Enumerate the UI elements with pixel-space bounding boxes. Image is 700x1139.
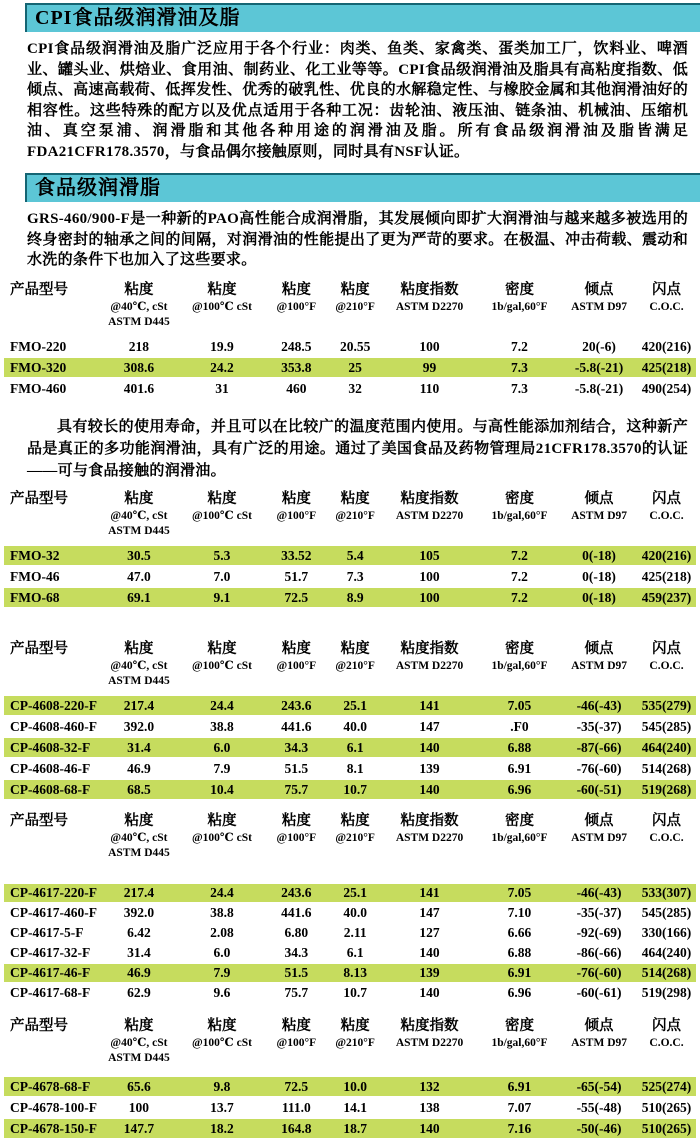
table-header-row <box>4 638 696 689</box>
value-cell: 100 <box>419 568 440 584</box>
value-cell: 425(218) <box>641 568 692 584</box>
product-model-cell: FMO-68 <box>10 589 60 605</box>
column-header: 闪点 C.O.C. <box>649 1017 684 1049</box>
value-cell: 353.8 <box>281 359 312 375</box>
table-row <box>4 779 696 800</box>
value-cell: 6.80 <box>284 924 309 940</box>
product-model-cell: CP-4617-5-F <box>10 924 84 940</box>
value-cell: 34.3 <box>284 739 309 755</box>
value-cell: 490(254) <box>641 380 692 396</box>
value-cell: 7.05 <box>507 697 532 713</box>
column-header: 密度 1b/gal,60°F <box>491 281 548 313</box>
column-header: 粘度 @100℃ cSt <box>191 490 252 522</box>
value-cell: 100 <box>419 338 440 354</box>
section-title-grease: 食品级润滑脂 <box>25 173 700 202</box>
value-cell: 24.4 <box>210 884 234 900</box>
value-cell: 6.66 <box>507 924 532 940</box>
value-cell: 248.5 <box>281 338 312 354</box>
value-cell: 51.5 <box>284 964 309 980</box>
spec-table-cp4678 <box>4 1015 696 1139</box>
value-cell: -86(-66) <box>576 944 622 960</box>
product-model-cell: CP-4617-220-F <box>10 884 97 900</box>
table-row <box>4 923 696 943</box>
column-header: 密度 1b/gal,60°F <box>491 490 548 522</box>
value-cell: 13.7 <box>210 1099 234 1115</box>
column-header: 粘度指数 ASTM D2270 <box>395 490 464 522</box>
table-header-row <box>4 488 696 539</box>
product-model-cell: CP-4617-460-F <box>10 904 97 920</box>
value-cell: 139 <box>419 964 440 980</box>
column-header: 粘度 @210°F <box>335 1017 375 1049</box>
column-header: 粘度指数 ASTM D2270 <box>395 812 464 844</box>
value-cell: 441.6 <box>281 718 312 734</box>
column-header: 粘度 @100℃ cSt <box>191 640 252 672</box>
value-cell: .F0 <box>510 718 529 734</box>
value-cell: 514(268) <box>641 760 692 776</box>
value-cell: 6.1 <box>346 739 364 755</box>
column-header: 密度 1b/gal,60°F <box>491 812 548 844</box>
value-cell: -50(-46) <box>576 1120 622 1136</box>
product-model-cell: CP-4608-460-F <box>10 718 97 734</box>
value-cell: 7.07 <box>507 1099 532 1115</box>
spec-table-fmo-heavy <box>4 279 696 399</box>
column-header: 粘度 @100°F <box>276 812 317 844</box>
value-cell: -92(-69) <box>576 924 622 940</box>
value-cell: 510(265) <box>641 1120 692 1136</box>
column-header: 闪点 C.O.C. <box>649 490 684 522</box>
value-cell: 147 <box>419 718 440 734</box>
value-cell: 7.3 <box>346 568 364 584</box>
value-cell: 9.6 <box>213 984 231 1000</box>
column-header: 倾点 ASTM D97 <box>571 812 627 844</box>
value-cell: 420(216) <box>641 338 692 354</box>
value-cell: 5.4 <box>346 547 364 563</box>
value-cell: 6.96 <box>507 984 532 1000</box>
value-cell: 0(-18) <box>582 547 616 563</box>
table-row <box>4 983 696 1003</box>
value-cell: 330(166) <box>641 924 692 940</box>
value-cell: -5.8(-21) <box>574 380 624 396</box>
value-cell: 535(279) <box>641 697 692 713</box>
value-cell: 9.8 <box>213 1078 231 1094</box>
value-cell: 392.0 <box>123 904 155 920</box>
value-cell: 10.7 <box>343 781 367 797</box>
value-cell: 7.2 <box>511 589 528 605</box>
column-header: 粘度 @210°F <box>335 812 375 844</box>
column-header: 粘度 @100°F <box>276 490 317 522</box>
value-cell: 6.0 <box>213 944 231 960</box>
value-cell: 0(-18) <box>582 568 616 584</box>
value-cell: 140 <box>419 739 440 755</box>
section-title-oils: CPI食品级润滑油及脂 <box>25 3 700 32</box>
value-cell: 217.4 <box>123 884 155 900</box>
table-row <box>4 1097 696 1118</box>
value-cell: 140 <box>419 944 440 960</box>
value-cell: 72.5 <box>284 1078 309 1094</box>
value-cell: -55(-48) <box>576 1099 622 1115</box>
value-cell: 25 <box>348 359 362 375</box>
value-cell: -46(-43) <box>576 697 622 713</box>
column-header: 闪点 C.O.C. <box>649 812 684 844</box>
value-cell: -65(-54) <box>576 1078 622 1094</box>
value-cell: 38.8 <box>210 904 234 920</box>
value-cell: 6.91 <box>507 760 532 776</box>
value-cell: 127 <box>419 924 440 940</box>
column-header: 粘度指数 ASTM D2270 <box>395 1017 464 1049</box>
value-cell: -76(-60) <box>576 964 622 980</box>
table-row <box>4 695 696 716</box>
value-cell: 34.3 <box>284 944 309 960</box>
value-cell: 7.10 <box>507 904 532 920</box>
column-header-product: 产品型号 <box>10 1017 68 1034</box>
value-cell: 20.55 <box>339 338 371 354</box>
value-cell: 31.4 <box>127 739 151 755</box>
value-cell: 164.8 <box>281 1120 312 1136</box>
value-cell: 65.6 <box>127 1078 151 1094</box>
value-cell: 0(-18) <box>582 589 616 605</box>
value-cell: 545(285) <box>641 718 692 734</box>
value-cell: 105 <box>419 547 440 563</box>
table-row <box>4 378 696 399</box>
column-header: 粘度 @210°F <box>335 281 375 313</box>
product-model-cell: FMO-320 <box>10 359 67 375</box>
product-model-cell: FMO-460 <box>10 380 67 396</box>
value-cell: 243.6 <box>281 884 312 900</box>
column-header: 粘度 @100°F <box>276 1017 317 1049</box>
column-header: 粘度指数 ASTM D2270 <box>395 281 464 313</box>
table-row <box>4 716 696 737</box>
value-cell: 110 <box>419 380 440 396</box>
value-cell: 425(218) <box>641 359 692 375</box>
value-cell: 533(307) <box>641 884 692 900</box>
value-cell: 32 <box>348 380 362 396</box>
column-header: 粘度 @210°F <box>335 640 375 672</box>
column-header: 粘度指数 ASTM D2270 <box>395 640 464 672</box>
value-cell: 8.9 <box>346 589 364 605</box>
value-cell: 525(274) <box>641 1078 692 1094</box>
product-model-cell: CP-4608-46-F <box>10 760 91 776</box>
value-cell: 420(216) <box>641 547 692 563</box>
product-model-cell: FMO-32 <box>10 547 60 563</box>
value-cell: 62.9 <box>127 984 151 1000</box>
column-header: 粘度 @40℃, cSt ASTM D445 <box>108 281 170 328</box>
table-row <box>4 883 696 903</box>
value-cell: 141 <box>419 884 440 900</box>
value-cell: 24.2 <box>210 359 234 375</box>
value-cell: 140 <box>419 1120 440 1136</box>
mid-paragraph: 具有较长的使用寿命，并且可以在比较广的温度范围内使用。与高性能添加剂结合，这种新产品是真正的多功能润滑油，具有广泛的用途。通过了美国食品及药物管理局21CFR178.3570的认证——可与食品接触的润滑油。 <box>27 418 688 479</box>
column-header: 密度 1b/gal,60°F <box>491 640 548 672</box>
value-cell: 75.7 <box>284 984 309 1000</box>
value-cell: 68.5 <box>127 781 151 797</box>
value-cell: 46.9 <box>127 760 151 776</box>
column-header: 倾点 ASTM D97 <box>571 281 627 313</box>
product-model-cell: FMO-220 <box>10 338 67 354</box>
spec-table-cp4617 <box>4 810 696 1003</box>
value-cell: 217.4 <box>123 697 155 713</box>
value-cell: 464(240) <box>641 739 692 755</box>
value-cell: 392.0 <box>123 718 155 734</box>
value-cell: -35(-37) <box>576 904 622 920</box>
value-cell: 7.16 <box>507 1120 532 1136</box>
intro-paragraph: CPI食品级润滑油及脂广泛应用于各个行业：肉类、鱼类、家禽类、蛋类加工厂，饮料业、啤酒业、罐头业、烘焙业、食用油、制药业、化工业等等。CPI食品级润滑油及脂具有高粘度指数、低倾点、高速高载荷、低挥发性、优秀的破乳性、优良的水解稳定性、与橡胶金属和其他润滑油好的相容性。这些特殊的配方以及优点适用于各种工况：齿轮油、液压油、链条油、机械油、压缩机油、真空泵浦、润滑脂和其他各种用途的润滑油及脂。所有食品级润滑油及脂皆满足FDA21CFR178.3570，与食品偶尔接触原则，同时具有NSF认证。 <box>27 41 688 160</box>
value-cell: 7.2 <box>511 547 528 563</box>
product-model-cell: CP-4678-100-F <box>10 1099 97 1115</box>
column-header: 闪点 C.O.C. <box>649 640 684 672</box>
column-header-product: 产品型号 <box>10 490 68 507</box>
value-cell: 99 <box>422 359 437 375</box>
column-header: 粘度 @100℃ cSt <box>191 812 252 844</box>
column-header: 粘度 @40℃, cSt ASTM D445 <box>108 812 170 859</box>
table-row <box>4 587 696 608</box>
column-header: 粘度 @100°F <box>276 281 317 313</box>
column-header: 粘度 @40℃, cSt ASTM D445 <box>108 1017 170 1064</box>
value-cell: 25.1 <box>343 697 367 713</box>
column-header: 粘度 @210°F <box>335 490 375 522</box>
product-model-cell: CP-4608-68-F <box>10 781 91 797</box>
table-row <box>4 737 696 758</box>
value-cell: 7.3 <box>511 359 528 375</box>
table-row <box>4 1076 696 1097</box>
product-model-cell: CP-4617-68-F <box>10 984 91 1000</box>
value-cell: 243.6 <box>281 697 312 713</box>
value-cell: 141 <box>419 697 440 713</box>
value-cell: 147.7 <box>123 1120 155 1136</box>
value-cell: 20(-6) <box>582 338 616 354</box>
column-header: 倾点 ASTM D97 <box>571 490 627 522</box>
value-cell: -46(-43) <box>576 884 622 900</box>
value-cell: 18.2 <box>210 1120 234 1136</box>
value-cell: 14.1 <box>343 1099 367 1115</box>
product-model-cell: CP-4608-220-F <box>10 697 97 713</box>
value-cell: 18.7 <box>343 1120 367 1136</box>
value-cell: 24.4 <box>210 697 234 713</box>
value-cell: -60(-51) <box>576 781 622 797</box>
spec-table-fmo-light <box>4 488 696 608</box>
value-cell: 6.42 <box>127 924 151 940</box>
column-header: 粘度 @40℃, cSt ASTM D445 <box>108 640 170 687</box>
value-cell: 460 <box>286 380 307 396</box>
table-header-row <box>4 279 696 330</box>
table-row <box>4 357 696 378</box>
table-header-row <box>4 1015 696 1066</box>
value-cell: 100 <box>419 589 440 605</box>
value-cell: 30.5 <box>127 547 151 563</box>
value-cell: 2.11 <box>343 924 367 940</box>
value-cell: 72.5 <box>284 589 309 605</box>
product-model-cell: CP-4617-46-F <box>10 964 91 980</box>
value-cell: 7.3 <box>511 380 528 396</box>
column-header: 密度 1b/gal,60°F <box>491 1017 548 1049</box>
value-cell: 40.0 <box>343 904 367 920</box>
value-cell: 6.96 <box>507 781 532 797</box>
value-cell: 46.9 <box>127 964 151 980</box>
value-cell: 5.3 <box>213 547 231 563</box>
value-cell: -76(-60) <box>576 760 622 776</box>
value-cell: -5.8(-21) <box>574 359 624 375</box>
value-cell: 31 <box>215 380 229 396</box>
value-cell: 69.1 <box>127 589 151 605</box>
table-header-row <box>4 810 696 861</box>
value-cell: 7.9 <box>213 964 231 980</box>
table-row <box>4 566 696 587</box>
column-header: 倾点 ASTM D97 <box>571 640 627 672</box>
column-header: 粘度 @100℃ cSt <box>191 281 252 313</box>
value-cell: 519(268) <box>641 781 692 797</box>
value-cell: 2.08 <box>210 924 234 940</box>
value-cell: 33.52 <box>281 547 312 563</box>
value-cell: 111.0 <box>281 1099 311 1115</box>
value-cell: 441.6 <box>281 904 312 920</box>
value-cell: 140 <box>419 984 440 1000</box>
table-row <box>4 758 696 779</box>
value-cell: 138 <box>419 1099 440 1115</box>
value-cell: 139 <box>419 760 440 776</box>
column-header: 闪点 C.O.C. <box>649 281 684 313</box>
table-row <box>4 903 696 923</box>
value-cell: 545(285) <box>641 904 692 920</box>
value-cell: 7.2 <box>511 338 528 354</box>
product-model-cell: CP-4678-68-F <box>10 1078 91 1094</box>
value-cell: 6.91 <box>507 964 532 980</box>
value-cell: -60(-61) <box>576 984 622 1000</box>
column-header: 倾点 ASTM D97 <box>571 1017 627 1049</box>
table-row <box>4 1118 696 1139</box>
value-cell: 510(265) <box>641 1099 692 1115</box>
value-cell: 75.7 <box>284 781 309 797</box>
value-cell: 40.0 <box>343 718 367 734</box>
value-cell: 140 <box>419 781 440 797</box>
column-header: 粘度 @100℃ cSt <box>191 1017 252 1049</box>
value-cell: -87(-66) <box>576 739 622 755</box>
value-cell: 7.0 <box>213 568 231 584</box>
grease-paragraph: GRS-460/900-F是一种新的PAO高性能合成润滑脂，其发展倾向即扩大润滑油与越来越多被选用的终身密封的轴承之间的间隔，对润滑油的性能提出了更为严苛的要求。在极温、冲击荷载、震动和水洗的条件下也加入了这些要求。 <box>27 211 688 268</box>
value-cell: 7.05 <box>507 884 532 900</box>
table-row <box>4 963 696 983</box>
value-cell: 9.1 <box>213 589 231 605</box>
value-cell: 51.5 <box>284 760 309 776</box>
product-model-cell: CP-4617-32-F <box>10 944 91 960</box>
value-cell: 7.9 <box>213 760 231 776</box>
value-cell: 6.91 <box>507 1078 532 1094</box>
value-cell: 308.6 <box>123 359 155 375</box>
value-cell: 19.9 <box>210 338 234 354</box>
value-cell: 10.0 <box>343 1078 367 1094</box>
value-cell: 514(268) <box>641 964 692 980</box>
table-row <box>4 336 696 357</box>
value-cell: 47.0 <box>127 568 151 584</box>
table-row <box>4 545 696 566</box>
value-cell: 6.0 <box>213 739 231 755</box>
product-model-cell: CP-4608-32-F <box>10 739 91 755</box>
value-cell: 6.1 <box>346 944 364 960</box>
value-cell: 8.13 <box>343 964 367 980</box>
value-cell: 25.1 <box>343 884 367 900</box>
value-cell: 464(240) <box>641 944 692 960</box>
value-cell: 10.4 <box>210 781 234 797</box>
value-cell: 401.6 <box>123 380 155 396</box>
value-cell: 100 <box>128 1099 150 1115</box>
value-cell: 132 <box>419 1078 440 1094</box>
value-cell: -35(-37) <box>576 718 622 734</box>
column-header: 粘度 @100°F <box>276 640 317 672</box>
product-model-cell: FMO-46 <box>10 568 60 584</box>
value-cell: 218 <box>128 338 150 354</box>
column-header-product: 产品型号 <box>10 281 68 298</box>
value-cell: 7.2 <box>511 568 528 584</box>
value-cell: 10.7 <box>343 984 367 1000</box>
value-cell: 6.88 <box>507 739 532 755</box>
value-cell: 8.1 <box>346 760 364 776</box>
column-header: 粘度 @40℃, cSt ASTM D445 <box>108 490 170 537</box>
value-cell: 519(298) <box>641 984 692 1000</box>
value-cell: 38.8 <box>210 718 234 734</box>
value-cell: 6.88 <box>507 944 532 960</box>
value-cell: 51.7 <box>284 568 309 584</box>
value-cell: 147 <box>419 904 440 920</box>
product-model-cell: CP-4678-150-F <box>10 1120 97 1136</box>
spec-table-cp4608 <box>4 638 696 800</box>
value-cell: 459(237) <box>641 589 692 605</box>
table-row <box>4 943 696 963</box>
column-header-product: 产品型号 <box>10 640 68 657</box>
value-cell: 31.4 <box>127 944 151 960</box>
column-header-product: 产品型号 <box>10 812 68 829</box>
